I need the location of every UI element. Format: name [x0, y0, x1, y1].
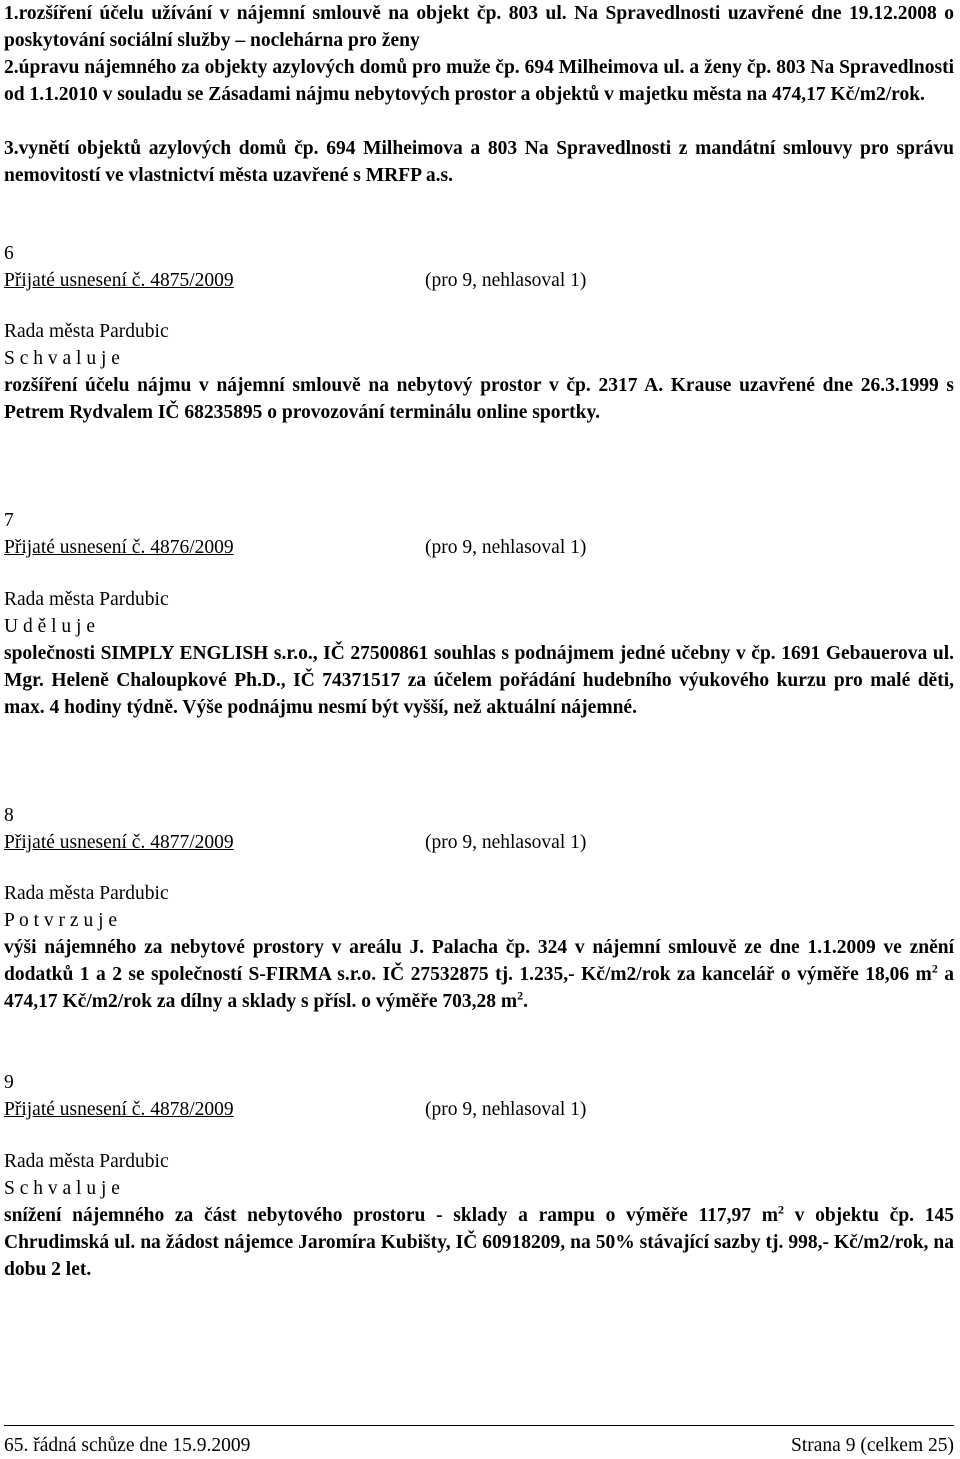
council-name: Rada města Pardubic: [4, 1151, 169, 1172]
resolution-header: [4, 267, 954, 294]
vote-result: (pro 9, nehlasoval 1): [425, 537, 587, 558]
resolution-header: [4, 829, 954, 856]
item-number: 7: [4, 510, 14, 531]
item-number: 9: [4, 1072, 14, 1093]
superscript: 2: [931, 961, 938, 976]
vote-result: (pro 9, nehlasoval 1): [425, 270, 587, 291]
resolution-number: Přijaté usnesení č. 4875/2009: [4, 270, 234, 291]
page-footer: [4, 1432, 954, 1459]
superscript: 2: [517, 988, 524, 1003]
resolution-verb: P o t v r z u j e: [4, 910, 118, 931]
resolution-verb: S c h v a l u j e: [4, 348, 120, 369]
resolution-verb: U d ě l u j e: [4, 616, 95, 637]
superscript: 2: [777, 1202, 784, 1217]
resolution-header: [4, 1096, 954, 1123]
resolution-number: Přijaté usnesení č. 4877/2009: [4, 832, 234, 853]
resolution-text: výši nájemného za nebytové prostory v areálu J. Palacha čp. 324 v nájemní smlouvě ze dne 1.1.2009 ve znění dodatků 1 a 2 se společností S-FIRMA s.r.o. IČ 27532875 tj. 1.235,- Kč/m2/rok za kancelář o výměře 18,06 $m^2$ a 474,17 Kč/m2/rok za dílny a sklady s přísl. o výměře 703,28 $m^2$.: [4, 937, 955, 1012]
intro-item-3: 3.vynětí objektů azylových domů čp. 694 Milheimova a 803 Na Spravedlnosti z mandátní smlouvy pro správu nemovitostí ve vlastnictví města uzavřené s MRFP a.s.: [4, 138, 954, 186]
meeting-date: 65. řádná schůze dne 15.9.2009: [4, 1435, 251, 1456]
resolution-number: Přijaté usnesení č. 4876/2009: [4, 537, 234, 558]
item-number: 8: [4, 805, 14, 826]
resolution-text: snížení nájemného za část nebytového prostoru - sklady a rampu o výměře 117,97 $m^2$ v objektu čp. 145 Chrudimská ul. na žádost nájemce Jaromíra Kubišty, IČ 60918209, na 50% stávající sazby tj. 998,- Kč/m2/rok, na dobu 2 let.: [4, 1202, 954, 1280]
item-number: 6: [4, 243, 14, 264]
resolution-verb: S c h v a l u j e: [4, 1178, 120, 1199]
resolution-text: společnosti SIMPLY ENGLISH s.r.o., IČ 27500861 souhlas s podnájmem jedné učebny v čp. 1691 Gebauerova ul. Mgr. Heleně Chaloupkové Ph.D., IČ 74371517 za účelem pořádání hudebního výukového kurzu pro malé děti, max. 4 hodiny týdně. Výše podnájmu nesmí být vyšší, než aktuální nájemné.: [4, 643, 954, 718]
intro-item-1: 1.rozšíření účelu užívání v nájemní smlouvě na objekt čp. 803 ul. Na Spravedlnosti uzavřené dne 19.12.2008 o poskytování sociální služby – noclehárna pro ženy: [4, 3, 954, 51]
council-name: Rada města Pardubic: [4, 883, 169, 904]
vote-result: (pro 9, nehlasoval 1): [425, 832, 587, 853]
resolution-text: rozšíření účelu nájmu v nájemní smlouvě na nebytový prostor v čp. 2317 A. Krause uzavřené dne 26.3.1999 s Petrem Rydvalem IČ 68235895 o provozování terminálu online sportky.: [4, 375, 954, 423]
resolution-header: [4, 534, 954, 561]
council-name: Rada města Pardubic: [4, 589, 169, 610]
council-name: Rada města Pardubic: [4, 321, 169, 342]
intro-item-2: 2.úpravu nájemného za objekty azylových domů pro muže čp. 694 Milheimova ul. a ženy čp. 803 Na Spravedlnosti od 1.1.2010 v souladu se Zásadami nájmu nebytových prostor a objektů v majetku města na 474,17 Kč/m2/rok.: [4, 57, 954, 105]
page-number: Strana 9 (celkem 25): [791, 1435, 954, 1456]
footer-divider: [4, 1425, 954, 1426]
vote-result: (pro 9, nehlasoval 1): [425, 1099, 587, 1120]
resolution-number: Přijaté usnesení č. 4878/2009: [4, 1099, 234, 1120]
